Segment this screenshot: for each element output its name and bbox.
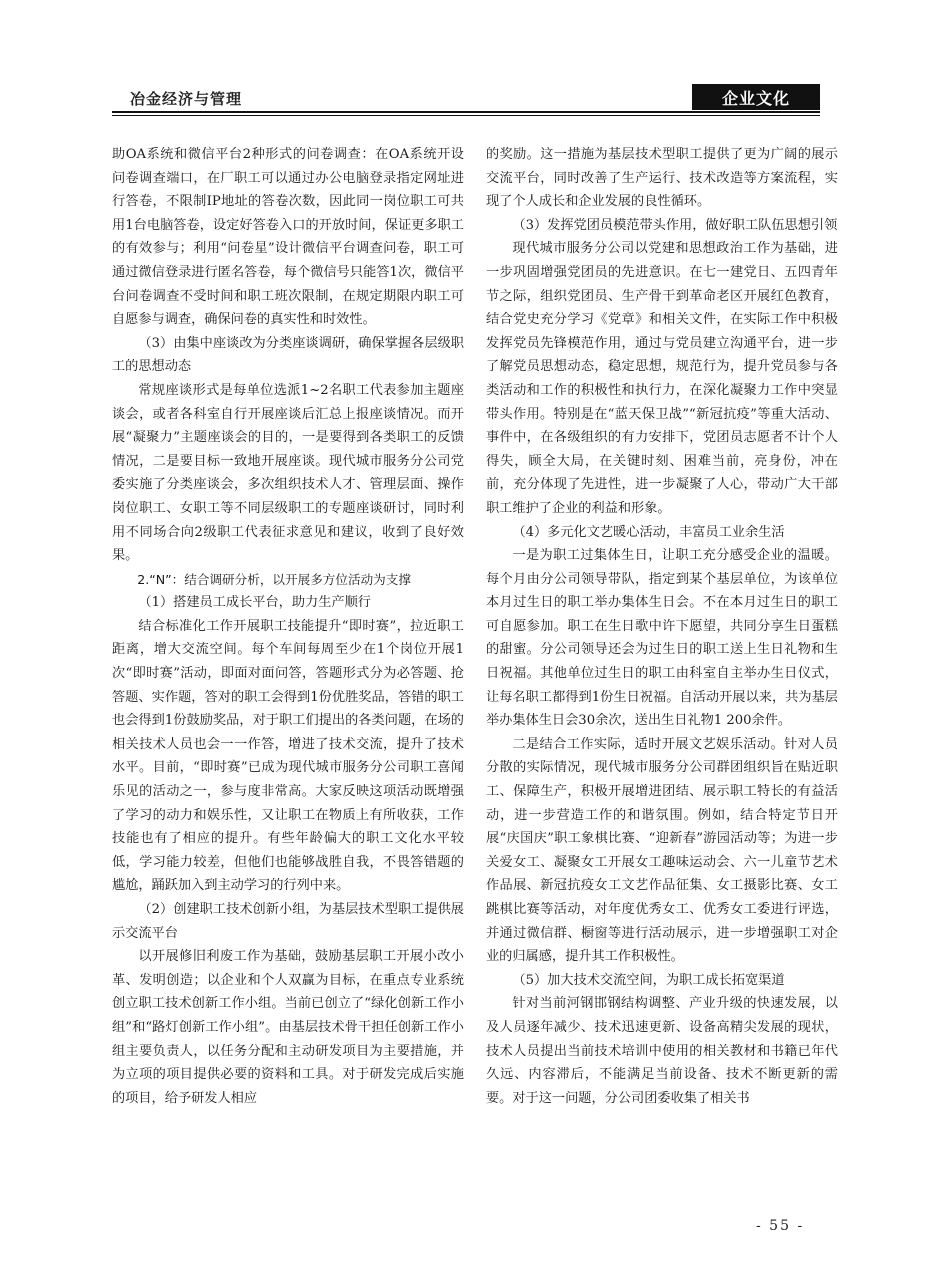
paragraph: （4）多元化文艺暖心活动，丰富员工业余生活 [512,524,785,540]
paragraph: 2.“N”：结合调研分析，以开展多方位活动为支撑 [137,571,411,587]
paragraph: （2）创建职工技术创新小组，为基层技术型职工提供展示交流平台 [112,902,464,941]
page-number: - 55 - [756,1218,805,1234]
paragraph: 的奖励。这一措施为基层技术型职工提供了更为广阔的展示交流平台，同时改善了生产运行、技术改造等方案流程，实现了个人成长和企业发展的良性循环。 [486,147,838,210]
paragraph: 结合标准化工作开展职工技能提升“即时赛”，拉近职工距离，增大交流空间。每个车间每周至少在1个岗位开展1次“即时赛”活动，即面对面问答，答题形式分为必答题、抢答题、实作题，答对的职工会得到1份优胜奖品，答错的职工也会得到1份鼓励奖品，对于职工们提出的各类问题，在场的相关技术人员也会一一作答，增进了技术交流，提升了技术水平。目前，“即时赛”已成为现代城市服务分公司职工喜闻乐见的活动之一，参与度非常高。大家反映这项活动既增强了学习的动力和娱乐性，又让职工在物质上有所收获，工作技能也有了相应的提升。有些年龄偏大的职工文化水平较低，学习能力较差，但他们也能够战胜自我，不畏答错题的尴尬，踊跃加入到主动学习的行列中来。 [112,618,464,894]
section-label: 企业文化 [692,84,820,110]
paragraph: 常规座谈形式是每单位选派1~2名职工代表参加主题座谈会，或者各科室自行开展座谈后汇总上报座谈情况。而开展“凝聚力”主题座谈会的目的，一是要得到各类职工的反馈情况，二是要目标一致地开展座谈。现代城市服务分公司党委实施了分类座谈会，多次组织技术人才、管理层面、操作岗位职工、女职工等不同层级职工的专题座谈研讨，同时利用不同场合向2级职工代表征求意见和建议，收到了良好效果。 [112,382,464,564]
page-header [112,84,820,112]
paragraph: 以开展修旧利废工作为基础，鼓励基层职工开展小改小革、发明创造；以企业和个人双赢为目标，在重点专业系统创立职工技术创新工作小组。当前已创立了“绿化创新工作小组”和“路灯创新工作小组”。由基层技术骨干担任创新工作小组主要负责人，以任务分配和主动研发项目为主要措施，并为立项的项目提供必要的资料和工具。对于研发完成后实施的项目，给予研发人相应 [112,949,464,1106]
paragraph: （5）加大技术交流空间，为职工成长拓宽渠道 [512,972,785,988]
paragraph: 二是结合工作实际，适时开展文艺娱乐活动。针对人员分散的实际情况，现代城市服务分公司群团组织旨在贴近职工、保障生产，积极开展增进团结、展示职工特长的有益活动，进一步营造工作的和谐氛围。例如，结合特定节日开展“庆国庆”职工象棋比赛、“迎新春”游园活动等；为进一步关爱女工、凝聚女工开展女工趣味运动会、六一儿童节艺术作品展、新冠抗疫女工文艺作品征集、女工摄影比赛、女工跳棋比赛等活动，对年度优秀女工、优秀女工委进行评选，并通过微信群、橱窗等进行活动展示，进一步增强职工对企业的归属感，提升其工作积极性。 [486,736,838,965]
paragraph: 一是为职工过集体生日，让职工充分感受企业的温暖。每个月由分公司领导带队，指定到某个基层单位，为该单位本月过生日的职工举办集体生日会。不在本月过生日的职工可自愿参加。职工在生日歌中许下愿望，共同分享生日蛋糕的甜蜜。分公司领导还会为过生日的职工送上生日礼物和生日祝福。其他单位过生日的职工由科室自主举办生日仪式，让每名职工都得到1份生日祝福。自活动开展以来，共为基层举办集体生日会30余次，送出生日礼物1 200余件。 [486,548,838,729]
left-column [112,143,464,1110]
paragraph: （3）发挥党团员模范带头作用，做好职工队伍思想引领 [512,217,838,233]
paragraph: 针对当前河钢邯钢结构调整、产业升级的快速发展，以及人员逐年减少、技术迅速更新、设备高精尖发展的现状，技术人员提出当前技术培训中使用的相关教材和书籍已年代久远、内容滞后，不能满足当前设备、技术不断更新的需要。对于这一问题，分公司团委收集了相关书 [486,996,838,1106]
journal-title: 冶金经济与管理 [130,90,243,108]
paragraph: （1）搭建员工成长平台，助力生产顺行 [138,595,371,611]
paragraph: （3）由集中座谈改为分类座谈调研，确保掌握各层级职工的思想动态 [112,335,464,375]
paragraph: 助OA系统和微信平台2种形式的问卷调查：在OA系统开设问卷调查端口，在厂职工可以通过办公电脑登录指定网址进行答卷，不限制IP地址的答卷次数，因此同一岗位职工可共用1台电脑答卷，设定好答卷入口的开放时间，保证更多职工的有效参与；利用“问卷星”设计微信平台调查问卷，职工可通过微信登录进行匿名答卷，每个微信号只能答1次，微信平台问卷调查不受时间和职工班次限制，在规定期限内职工可自愿参与调查，确保问卷的真实性和时效性。 [112,147,464,328]
header-rule [112,111,820,113]
paragraph: 现代城市服务分公司以党建和思想政治工作为基础，进一步巩固增强党团员的先进意识。在七一建党日、五四青年节之际，组织党团员、生产骨干到革命老区开展红色教育，结合党史充分学习《党章》和相关文件，在实际工作中积极发挥党员先锋模范作用，通过与党员建立沟通平台，进一步了解党员思想动态，稳定思想，规范行为，提升党员参与各类活动和工作的积极性和执行力，在深化凝聚力工作中突显带头作用。特别是在“蓝天保卫战”“新冠抗疫”等重大活动、事件中，在各级组织的有力安排下，党团员志愿者不计个人得失，顾全大局，在关键时刻、困难当前，亮身份，冲在前，充分体现了先进性，进一步凝聚了人心，带动广大干部职工维护了企业的利益和形象。 [486,241,838,516]
right-column [486,143,838,1110]
header-rule-thin [112,115,820,116]
